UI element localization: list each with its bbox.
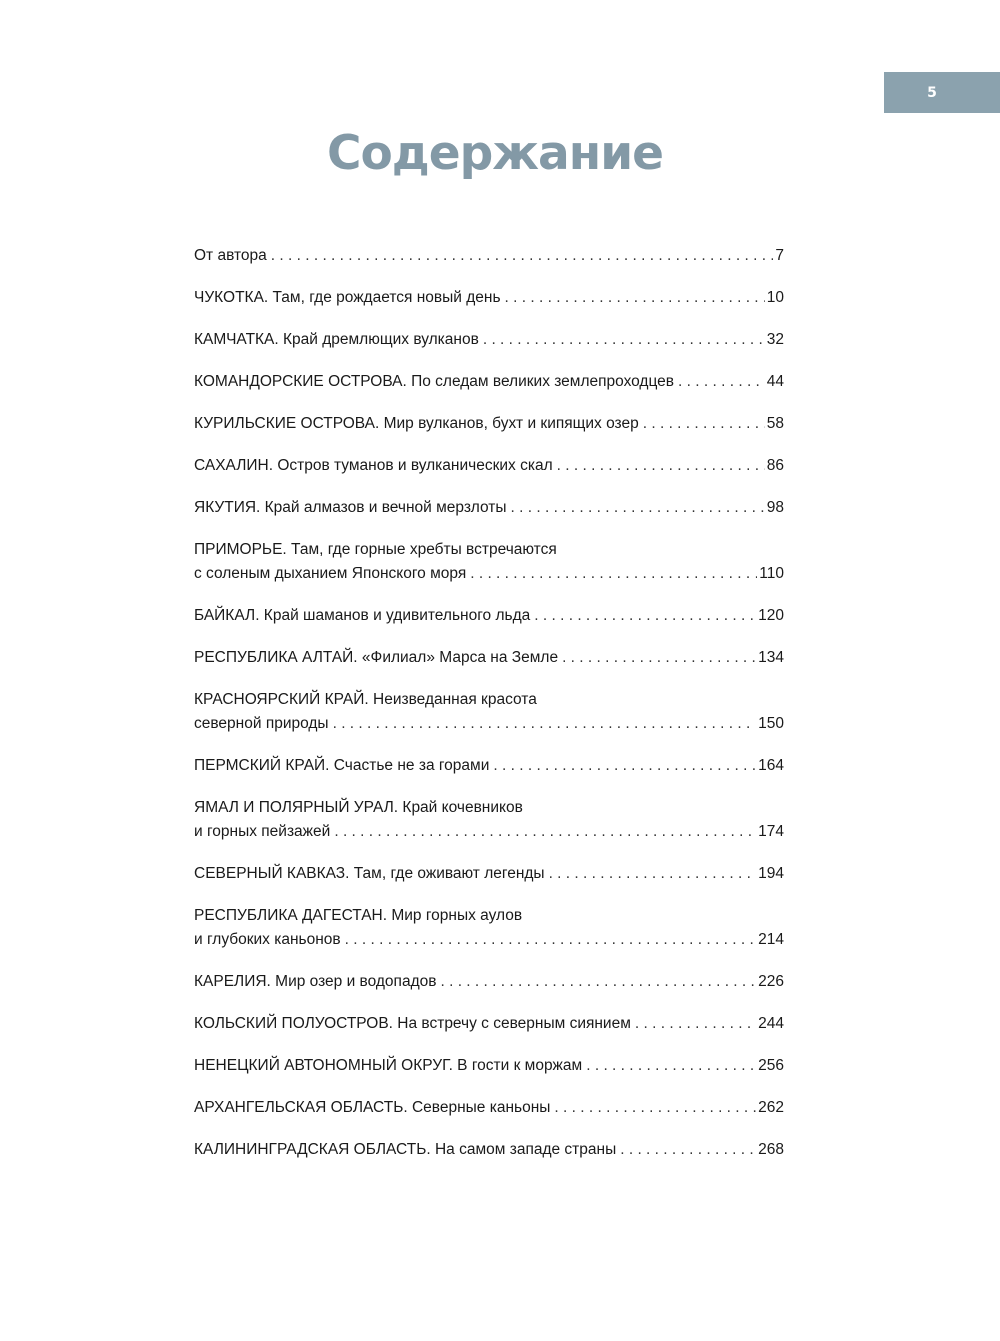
toc-entry-page-number: 150 bbox=[758, 715, 784, 732]
toc-entry bbox=[194, 328, 784, 352]
toc-entry-title: и горных пейзажей bbox=[194, 823, 331, 840]
toc-entry-page-number: 134 bbox=[758, 649, 784, 666]
toc-entry-line bbox=[194, 538, 784, 562]
toc-entry bbox=[194, 646, 784, 670]
toc-entry bbox=[194, 244, 784, 268]
toc-entry bbox=[194, 370, 784, 394]
toc-entry-line bbox=[194, 1096, 784, 1120]
toc-entry bbox=[194, 904, 784, 952]
dot-leader bbox=[483, 328, 765, 352]
toc-entry-page-number: 98 bbox=[766, 499, 784, 516]
toc-entry-line bbox=[194, 754, 784, 778]
toc-entry-page-number: 32 bbox=[766, 331, 784, 348]
toc-entry-title: БАЙКАЛ. Край шаманов и удивительного льда bbox=[194, 607, 531, 624]
toc-entry-line bbox=[194, 796, 784, 820]
dot-leader bbox=[505, 286, 765, 310]
dot-leader bbox=[620, 1138, 756, 1162]
toc-entry-line bbox=[194, 604, 784, 628]
toc-entry bbox=[194, 286, 784, 310]
toc-entry bbox=[194, 754, 784, 778]
toc-entry-line bbox=[194, 646, 784, 670]
toc-entry-title: СЕВЕРНЫЙ КАВКАЗ. Там, где оживают легенды bbox=[194, 865, 545, 882]
toc-entry-title: КУРИЛЬСКИЕ ОСТРОВА. Мир вулканов, бухт и кипящих озер bbox=[194, 415, 639, 432]
toc-entry-line bbox=[194, 244, 784, 268]
toc-entry-title: ЯКУТИЯ. Край алмазов и вечной мерзлоты bbox=[194, 499, 507, 516]
dot-leader bbox=[493, 754, 756, 778]
toc-entry bbox=[194, 1012, 784, 1036]
toc-entry-page-number: 110 bbox=[759, 565, 784, 582]
dot-leader bbox=[511, 496, 765, 520]
toc-entry-page-number: 244 bbox=[758, 1015, 784, 1032]
toc-entry-title: и глубоких каньонов bbox=[194, 931, 341, 948]
toc-entry-line bbox=[194, 286, 784, 310]
toc-entry-page-number: 10 bbox=[766, 289, 784, 306]
toc-entry-title: От автора bbox=[194, 247, 267, 264]
toc-entry-title: с соленым дыханием Японского моря bbox=[194, 565, 467, 582]
toc-entry-title: РЕСПУБЛИКА ДАГЕСТАН. Мир горных аулов bbox=[194, 907, 523, 924]
toc-entry-page-number: 44 bbox=[766, 373, 784, 390]
toc-entry-title: ПЕРМСКИЙ КРАЙ. Счастье не за горами bbox=[194, 757, 490, 774]
toc-entry-title: КРАСНОЯРСКИЙ КРАЙ. Неизведанная красота bbox=[194, 691, 537, 708]
toc-entry bbox=[194, 454, 784, 478]
toc-entry-line bbox=[194, 712, 784, 736]
toc-entry-title: РЕСПУБЛИКА АЛТАЙ. «Филиал» Марса на Земле bbox=[194, 649, 559, 666]
toc-entry-title: КАРЕЛИЯ. Мир озер и водопадов bbox=[194, 973, 437, 990]
toc-entry-title: АРХАНГЕЛЬСКАЯ ОБЛАСТЬ. Северные каньоны bbox=[194, 1099, 551, 1116]
dot-leader bbox=[470, 562, 757, 586]
toc-entry-title: ПРИМОРЬЕ. Там, где горные хребты встречаются bbox=[194, 541, 557, 558]
toc-entry-line bbox=[194, 562, 784, 586]
toc-entry-line bbox=[194, 862, 784, 886]
dot-leader bbox=[557, 454, 765, 478]
page-title: Содержание bbox=[326, 126, 664, 181]
toc-entry bbox=[194, 1054, 784, 1078]
dot-leader bbox=[534, 604, 756, 628]
toc-entry-line bbox=[194, 1138, 784, 1162]
toc-entry-title: САХАЛИН. Остров туманов и вулканических скал bbox=[194, 457, 553, 474]
toc-entry-title: КАМЧАТКА. Край дремлющих вулканов bbox=[194, 331, 479, 348]
toc-entry-page-number: 120 bbox=[758, 607, 784, 624]
toc-entry bbox=[194, 688, 784, 736]
toc-entry-line bbox=[194, 1054, 784, 1078]
dot-leader bbox=[333, 712, 757, 736]
toc-entry bbox=[194, 538, 784, 586]
page-number: 5 bbox=[927, 84, 937, 101]
dot-leader bbox=[562, 646, 756, 670]
toc-entry-title: ЧУКОТКА. Там, где рождается новый день bbox=[194, 289, 501, 306]
toc-entry bbox=[194, 1138, 784, 1162]
page-number-tab bbox=[884, 72, 1000, 113]
toc-entry-line bbox=[194, 688, 784, 712]
table-of-contents bbox=[194, 244, 784, 1180]
dot-leader bbox=[549, 862, 757, 886]
dot-leader bbox=[334, 820, 756, 844]
toc-entry-page-number: 86 bbox=[766, 457, 784, 474]
dot-leader bbox=[643, 412, 765, 436]
toc-entry-line bbox=[194, 454, 784, 478]
toc-entry bbox=[194, 970, 784, 994]
dot-leader bbox=[271, 244, 774, 268]
dot-leader bbox=[586, 1054, 756, 1078]
toc-entry-page-number: 226 bbox=[758, 973, 784, 990]
toc-entry-page-number: 268 bbox=[758, 1141, 784, 1158]
toc-entry-title: КАЛИНИНГРАДСКАЯ ОБЛАСТЬ. На самом западе страны bbox=[194, 1141, 617, 1158]
toc-entry-title: КОЛЬСКИЙ ПОЛУОСТРОВ. На встречу с северным сиянием bbox=[194, 1015, 631, 1032]
toc-entry-page-number: 7 bbox=[775, 247, 784, 264]
toc-entry-line bbox=[194, 412, 784, 436]
toc-entry-page-number: 174 bbox=[758, 823, 784, 840]
toc-entry-line bbox=[194, 928, 784, 952]
toc-entry-title: КОМАНДОРСКИЕ ОСТРОВА. По следам великих землепроходцев bbox=[194, 373, 675, 390]
toc-entry-title: северной природы bbox=[194, 715, 329, 732]
toc-entry-title: ЯМАЛ И ПОЛЯРНЫЙ УРАЛ. Край кочевников bbox=[194, 799, 523, 816]
toc-entry bbox=[194, 604, 784, 628]
toc-entry-line bbox=[194, 1012, 784, 1036]
toc-entry-line bbox=[194, 904, 784, 928]
toc-entry-page-number: 164 bbox=[758, 757, 784, 774]
toc-entry-page-number: 58 bbox=[766, 415, 784, 432]
toc-entry-page-number: 194 bbox=[758, 865, 784, 882]
dot-leader bbox=[345, 928, 756, 952]
toc-entry-title: НЕНЕЦКИЙ АВТОНОМНЫЙ ОКРУГ. В гости к моржам bbox=[194, 1057, 583, 1074]
dot-leader bbox=[554, 1096, 756, 1120]
toc-entry-line bbox=[194, 820, 784, 844]
toc-entry bbox=[194, 1096, 784, 1120]
toc-entry-line bbox=[194, 370, 784, 394]
toc-entry-page-number: 214 bbox=[758, 931, 784, 948]
toc-entry bbox=[194, 496, 784, 520]
dot-leader bbox=[440, 970, 756, 994]
dot-leader bbox=[635, 1012, 756, 1036]
toc-entry-page-number: 262 bbox=[758, 1099, 784, 1116]
dot-leader bbox=[678, 370, 765, 394]
toc-entry bbox=[194, 796, 784, 844]
toc-entry-line bbox=[194, 328, 784, 352]
toc-entry-page-number: 256 bbox=[758, 1057, 784, 1074]
toc-entry-line bbox=[194, 496, 784, 520]
toc-entry bbox=[194, 412, 784, 436]
toc-entry-line bbox=[194, 970, 784, 994]
toc-entry bbox=[194, 862, 784, 886]
